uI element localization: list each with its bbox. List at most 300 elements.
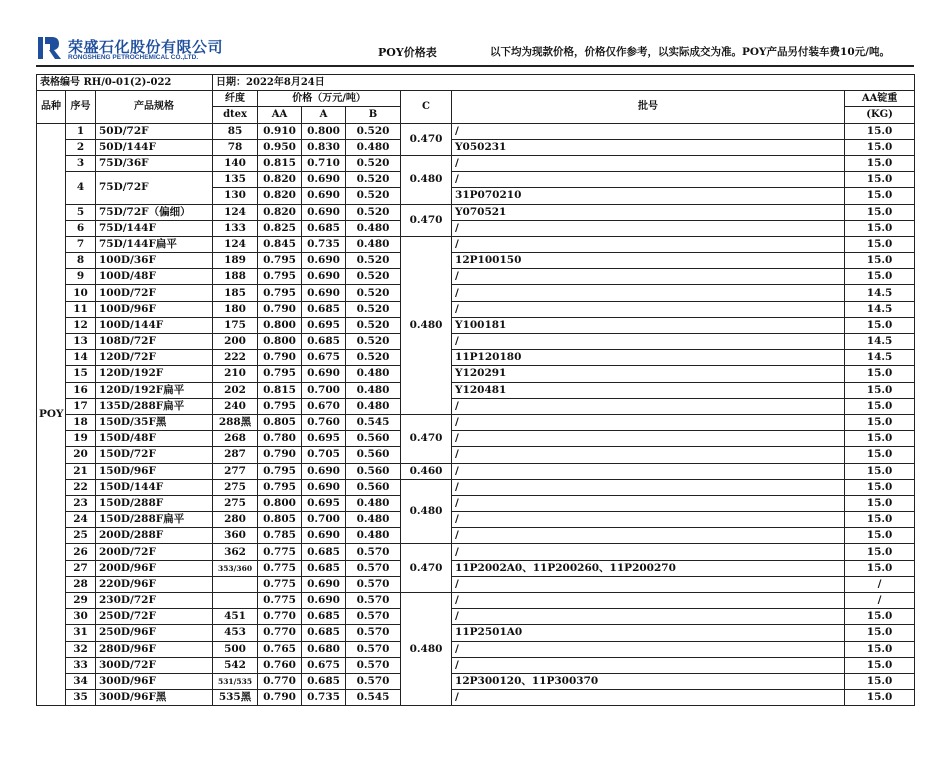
table-row: [37, 301, 915, 317]
aa-weight-cell: 14.5: [845, 301, 915, 317]
aa-weight-cell: 14.5: [845, 334, 915, 350]
dtex-cell: 210: [213, 366, 258, 382]
dtex-cell: 185: [213, 285, 258, 301]
price-a-cell: 0.675: [302, 657, 346, 673]
price-b-cell: 0.520: [346, 204, 401, 220]
table-row: [37, 528, 915, 544]
batch-cell: /: [452, 512, 845, 528]
header-divider: [36, 65, 914, 67]
aa-weight-cell: 15.0: [845, 204, 915, 220]
price-a-cell: 0.830: [302, 139, 346, 155]
batch-cell: Y050231: [452, 139, 845, 155]
dtex-cell: 531/535: [213, 673, 258, 689]
spec-cell: 100D/96F: [96, 301, 213, 317]
header-aa: AA: [258, 107, 302, 123]
spec-cell: 280D/96F: [96, 641, 213, 657]
price-aa-cell: 0.815: [258, 382, 302, 398]
price-a-cell: 0.735: [302, 690, 346, 706]
price-a-cell: 0.690: [302, 188, 346, 204]
batch-cell: /: [452, 463, 845, 479]
price-a-cell: 0.690: [302, 463, 346, 479]
price-b-cell: 0.480: [346, 139, 401, 155]
aa-weight-cell: /: [845, 593, 915, 609]
table-row: [37, 479, 915, 495]
seq-cell: 20: [66, 447, 96, 463]
aa-weight-cell: 15.0: [845, 366, 915, 382]
spec-cell: 150D/72F: [96, 447, 213, 463]
dtex-cell: 275: [213, 479, 258, 495]
seq-cell: 13: [66, 334, 96, 350]
batch-cell: /: [452, 609, 845, 625]
table-row: [37, 593, 915, 609]
price-b-cell: 0.520: [346, 188, 401, 204]
spec-cell: 150D/288F扁平: [96, 512, 213, 528]
batch-cell: 11P120180: [452, 350, 845, 366]
table-row: [37, 431, 915, 447]
price-a-cell: 0.690: [302, 479, 346, 495]
dtex-cell: [213, 593, 258, 609]
price-a-cell: 0.735: [302, 236, 346, 252]
price-b-cell: 0.520: [346, 155, 401, 171]
batch-cell: /: [452, 593, 845, 609]
batch-cell: /: [452, 269, 845, 285]
seq-cell: 19: [66, 431, 96, 447]
spec-cell: 135D/288F扁平: [96, 398, 213, 414]
dtex-cell: 180: [213, 301, 258, 317]
header-fineness: 纤度: [213, 91, 258, 107]
price-aa-cell: 0.825: [258, 220, 302, 236]
table-row: [37, 139, 915, 155]
header-spec: 产品规格: [96, 91, 213, 123]
price-a-cell: 0.690: [302, 593, 346, 609]
price-aa-cell: 0.790: [258, 690, 302, 706]
spec-cell: 200D/96F: [96, 560, 213, 576]
price-b-cell: 0.560: [346, 463, 401, 479]
batch-cell: 12P300120、11P300370: [452, 673, 845, 689]
spec-cell: 230D/72F: [96, 593, 213, 609]
table-row: [37, 253, 915, 269]
dtex-cell: 124: [213, 204, 258, 220]
price-aa-cell: 0.795: [258, 398, 302, 414]
spec-cell: 150D/35F黑: [96, 414, 213, 430]
aa-weight-cell: 14.5: [845, 350, 915, 366]
batch-cell: /: [452, 285, 845, 301]
aa-weight-cell: 15.0: [845, 625, 915, 641]
batch-cell: /: [452, 334, 845, 350]
batch-cell: /: [452, 528, 845, 544]
price-aa-cell: 0.760: [258, 657, 302, 673]
header-dtex: dtex: [213, 107, 258, 123]
price-aa-cell: 0.805: [258, 512, 302, 528]
dtex-cell: 124: [213, 236, 258, 252]
price-a-cell: 0.690: [302, 204, 346, 220]
header-price-group: 价格（万元/吨）: [258, 91, 401, 107]
price-table: [36, 74, 915, 706]
price-aa-cell: 0.795: [258, 269, 302, 285]
spec-cell: 50D/144F: [96, 139, 213, 155]
batch-cell: 12P100150: [452, 253, 845, 269]
dtex-cell: 78: [213, 139, 258, 155]
dtex-cell: 202: [213, 382, 258, 398]
seq-cell: 28: [66, 576, 96, 592]
price-b-cell: 0.480: [346, 366, 401, 382]
batch-cell: Y120481: [452, 382, 845, 398]
table-row: [37, 512, 915, 528]
price-aa-cell: 0.795: [258, 463, 302, 479]
price-c-cell: 0.470: [401, 204, 452, 236]
aa-weight-cell: 15.0: [845, 512, 915, 528]
spec-cell: 150D/96F: [96, 463, 213, 479]
price-c-cell: 0.480: [401, 479, 452, 544]
table-row: [37, 463, 915, 479]
batch-cell: /: [452, 155, 845, 171]
seq-cell: 17: [66, 398, 96, 414]
aa-weight-cell: 15.0: [845, 495, 915, 511]
aa-weight-cell: 15.0: [845, 398, 915, 414]
price-aa-cell: 0.775: [258, 576, 302, 592]
batch-cell: /: [452, 172, 845, 188]
price-b-cell: 0.520: [346, 334, 401, 350]
seq-cell: 14: [66, 350, 96, 366]
aa-weight-cell: 15.0: [845, 236, 915, 252]
seq-cell: 5: [66, 204, 96, 220]
table-row: [37, 317, 915, 333]
table-row: [37, 625, 915, 641]
price-a-cell: 0.800: [302, 123, 346, 139]
batch-cell: /: [452, 657, 845, 673]
table-row: [37, 657, 915, 673]
table-row: [37, 236, 915, 252]
spec-cell: 100D/48F: [96, 269, 213, 285]
batch-cell: 11P2501A0: [452, 625, 845, 641]
price-a-cell: 0.685: [302, 301, 346, 317]
dtex-cell: 268: [213, 431, 258, 447]
price-b-cell: 0.480: [346, 495, 401, 511]
seq-cell: 16: [66, 382, 96, 398]
price-aa-cell: 0.795: [258, 366, 302, 382]
price-b-cell: 0.520: [346, 172, 401, 188]
price-b-cell: 0.480: [346, 220, 401, 236]
price-c-cell: 0.480: [401, 236, 452, 414]
dtex-cell: 240: [213, 398, 258, 414]
dtex-cell: 500: [213, 641, 258, 657]
price-b-cell: 0.520: [346, 317, 401, 333]
seq-cell: 27: [66, 560, 96, 576]
price-b-cell: 0.560: [346, 479, 401, 495]
price-a-cell: 0.695: [302, 431, 346, 447]
price-b-cell: 0.570: [346, 544, 401, 560]
spec-cell: 75D/144F扁平: [96, 236, 213, 252]
form-number: 表格编号 RH/0-01(2)-022: [37, 75, 213, 91]
price-c-cell: 0.460: [401, 463, 452, 479]
price-aa-cell: 0.845: [258, 236, 302, 252]
price-aa-cell: 0.775: [258, 560, 302, 576]
seq-cell: 6: [66, 220, 96, 236]
seq-cell: 34: [66, 673, 96, 689]
table-row: [37, 123, 915, 139]
header-b: B: [346, 107, 401, 123]
aa-weight-cell: 15.0: [845, 528, 915, 544]
price-aa-cell: 0.805: [258, 414, 302, 430]
price-aa-cell: 0.775: [258, 593, 302, 609]
table-row: [37, 673, 915, 689]
price-b-cell: 0.545: [346, 414, 401, 430]
variety-cell: POY: [37, 123, 66, 706]
price-a-cell: 0.685: [302, 673, 346, 689]
price-b-cell: 0.520: [346, 350, 401, 366]
spec-cell: 300D/96F: [96, 673, 213, 689]
price-b-cell: 0.570: [346, 560, 401, 576]
price-aa-cell: 0.790: [258, 447, 302, 463]
document-title: POY价格表: [378, 46, 437, 59]
header-aa-weight: AA锭重: [845, 91, 915, 107]
dtex-cell: 451: [213, 609, 258, 625]
seq-cell: 33: [66, 657, 96, 673]
price-aa-cell: 0.800: [258, 317, 302, 333]
table-row: [37, 220, 915, 236]
aa-weight-cell: 15.0: [845, 123, 915, 139]
aa-weight-cell: 15.0: [845, 253, 915, 269]
aa-weight-cell: 15.0: [845, 220, 915, 236]
spec-cell: 120D/72F: [96, 350, 213, 366]
batch-cell: /: [452, 479, 845, 495]
aa-weight-cell: 15.0: [845, 172, 915, 188]
table-row: [37, 495, 915, 511]
seq-cell: 1: [66, 123, 96, 139]
price-aa-cell: 0.820: [258, 204, 302, 220]
seq-cell: 24: [66, 512, 96, 528]
price-a-cell: 0.690: [302, 253, 346, 269]
aa-weight-cell: 15.0: [845, 447, 915, 463]
table-row: [37, 382, 915, 398]
dtex-cell: 133: [213, 220, 258, 236]
seq-cell: 18: [66, 414, 96, 430]
batch-cell: /: [452, 301, 845, 317]
aa-weight-cell: 15.0: [845, 139, 915, 155]
header-c: C: [401, 91, 452, 123]
aa-weight-cell: 15.0: [845, 414, 915, 430]
dtex-cell: 140: [213, 155, 258, 171]
price-a-cell: 0.710: [302, 155, 346, 171]
price-b-cell: 0.545: [346, 690, 401, 706]
price-a-cell: 0.690: [302, 366, 346, 382]
spec-cell: 75D/36F: [96, 155, 213, 171]
table-row: [37, 350, 915, 366]
seq-cell: 2: [66, 139, 96, 155]
price-a-cell: 0.680: [302, 641, 346, 657]
price-a-cell: 0.690: [302, 285, 346, 301]
header-aa-weight-unit: (KG): [845, 107, 915, 123]
dtex-cell: 360: [213, 528, 258, 544]
seq-cell: 23: [66, 495, 96, 511]
price-c-cell: 0.470: [401, 123, 452, 155]
price-aa-cell: 0.795: [258, 253, 302, 269]
dtex-cell: 287: [213, 447, 258, 463]
price-aa-cell: 0.785: [258, 528, 302, 544]
price-a-cell: 0.760: [302, 414, 346, 430]
batch-cell: Y070521: [452, 204, 845, 220]
batch-cell: Y120291: [452, 366, 845, 382]
price-aa-cell: 0.795: [258, 479, 302, 495]
header-batch: 批号: [452, 91, 845, 123]
price-aa-cell: 0.770: [258, 609, 302, 625]
aa-weight-cell: 15.0: [845, 609, 915, 625]
price-aa-cell: 0.820: [258, 188, 302, 204]
batch-cell: /: [452, 220, 845, 236]
seq-cell: 15: [66, 366, 96, 382]
spec-cell: 75D/144F: [96, 220, 213, 236]
aa-weight-cell: 15.0: [845, 673, 915, 689]
table-row: [37, 155, 915, 171]
dtex-cell: 353/360: [213, 560, 258, 576]
spec-cell: 50D/72F: [96, 123, 213, 139]
price-a-cell: 0.685: [302, 544, 346, 560]
seq-cell: 30: [66, 609, 96, 625]
price-b-cell: 0.520: [346, 269, 401, 285]
seq-cell: 21: [66, 463, 96, 479]
price-a-cell: 0.690: [302, 269, 346, 285]
table-row: [37, 447, 915, 463]
price-c-cell: 0.470: [401, 414, 452, 463]
batch-cell: /: [452, 398, 845, 414]
spec-cell: 200D/72F: [96, 544, 213, 560]
price-aa-cell: 0.800: [258, 334, 302, 350]
dtex-cell: 200: [213, 334, 258, 350]
table-row: [37, 366, 915, 382]
dtex-cell: 135: [213, 172, 258, 188]
batch-cell: /: [452, 431, 845, 447]
batch-cell: /: [452, 236, 845, 252]
seq-cell: 3: [66, 155, 96, 171]
aa-weight-cell: 15.0: [845, 382, 915, 398]
batch-cell: /: [452, 544, 845, 560]
price-b-cell: 0.560: [346, 447, 401, 463]
aa-weight-cell: /: [845, 576, 915, 592]
price-aa-cell: 0.815: [258, 155, 302, 171]
price-a-cell: 0.690: [302, 528, 346, 544]
aa-weight-cell: 15.0: [845, 544, 915, 560]
spec-cell: 250D/72F: [96, 609, 213, 625]
price-b-cell: 0.570: [346, 625, 401, 641]
aa-weight-cell: 15.0: [845, 317, 915, 333]
price-a-cell: 0.670: [302, 398, 346, 414]
spec-cell: 150D/144F: [96, 479, 213, 495]
seq-cell: 25: [66, 528, 96, 544]
price-a-cell: 0.705: [302, 447, 346, 463]
price-c-cell: 0.480: [401, 155, 452, 204]
spec-cell: 100D/144F: [96, 317, 213, 333]
aa-weight-cell: 15.0: [845, 155, 915, 171]
price-b-cell: 0.520: [346, 301, 401, 317]
price-b-cell: 0.570: [346, 576, 401, 592]
price-aa-cell: 0.780: [258, 431, 302, 447]
header-seq: 序号: [66, 91, 96, 123]
batch-cell: /: [452, 576, 845, 592]
price-a-cell: 0.685: [302, 560, 346, 576]
header-variety: 品种: [37, 91, 66, 123]
price-aa-cell: 0.770: [258, 673, 302, 689]
dtex-cell: 175: [213, 317, 258, 333]
spec-cell: 150D/48F: [96, 431, 213, 447]
header-a: A: [302, 107, 346, 123]
table-row: [37, 414, 915, 430]
company-name-cn: 荣盛石化股份有限公司: [68, 38, 224, 56]
spec-cell: 250D/96F: [96, 625, 213, 641]
dtex-cell: 85: [213, 123, 258, 139]
seq-cell: 4: [66, 172, 96, 204]
seq-cell: 26: [66, 544, 96, 560]
dtex-cell: 275: [213, 495, 258, 511]
price-a-cell: 0.685: [302, 334, 346, 350]
aa-weight-cell: 15.0: [845, 641, 915, 657]
dtex-cell: [213, 576, 258, 592]
dtex-cell: 188: [213, 269, 258, 285]
price-a-cell: 0.685: [302, 609, 346, 625]
dtex-cell: 535黑: [213, 690, 258, 706]
spec-cell: 108D/72F: [96, 334, 213, 350]
price-b-cell: 0.570: [346, 593, 401, 609]
seq-cell: 11: [66, 301, 96, 317]
aa-weight-cell: 15.0: [845, 657, 915, 673]
price-b-cell: 0.570: [346, 641, 401, 657]
table-row: [37, 334, 915, 350]
document-date: 日期：2022年8月24日: [213, 75, 915, 91]
seq-cell: 9: [66, 269, 96, 285]
price-aa-cell: 0.950: [258, 139, 302, 155]
aa-weight-cell: 15.0: [845, 269, 915, 285]
price-b-cell: 0.480: [346, 512, 401, 528]
seq-cell: 12: [66, 317, 96, 333]
batch-cell: /: [452, 414, 845, 430]
batch-cell: 11P2002A0、11P200260、11P200270: [452, 560, 845, 576]
price-b-cell: 0.480: [346, 236, 401, 252]
spec-cell: 100D/36F: [96, 253, 213, 269]
seq-cell: 31: [66, 625, 96, 641]
price-a-cell: 0.690: [302, 172, 346, 188]
price-b-cell: 0.520: [346, 123, 401, 139]
table-row: [37, 609, 915, 625]
table-row: [37, 560, 915, 576]
dtex-cell: 280: [213, 512, 258, 528]
price-c-cell: 0.470: [401, 544, 452, 593]
spec-cell: 150D/288F: [96, 495, 213, 511]
aa-weight-cell: 15.0: [845, 560, 915, 576]
price-aa-cell: 0.770: [258, 625, 302, 641]
price-b-cell: 0.570: [346, 657, 401, 673]
batch-cell: /: [452, 447, 845, 463]
seq-cell: 7: [66, 236, 96, 252]
price-b-cell: 0.520: [346, 253, 401, 269]
price-aa-cell: 0.790: [258, 301, 302, 317]
price-a-cell: 0.685: [302, 220, 346, 236]
price-b-cell: 0.480: [346, 382, 401, 398]
dtex-cell: 288黑: [213, 414, 258, 430]
company-logo-icon: [38, 37, 62, 59]
batch-cell: /: [452, 641, 845, 657]
spec-cell: 100D/72F: [96, 285, 213, 301]
seq-cell: 35: [66, 690, 96, 706]
price-b-cell: 0.480: [346, 398, 401, 414]
aa-weight-cell: 15.0: [845, 431, 915, 447]
dtex-cell: 222: [213, 350, 258, 366]
aa-weight-cell: 15.0: [845, 463, 915, 479]
dtex-cell: 362: [213, 544, 258, 560]
document-note: 以下均为现款价格，价格仅作参考，以实际成交为准。POY产品另付装车费10元/吨。: [490, 46, 890, 58]
price-b-cell: 0.560: [346, 431, 401, 447]
aa-weight-cell: 15.0: [845, 690, 915, 706]
price-aa-cell: 0.820: [258, 172, 302, 188]
seq-cell: 32: [66, 641, 96, 657]
